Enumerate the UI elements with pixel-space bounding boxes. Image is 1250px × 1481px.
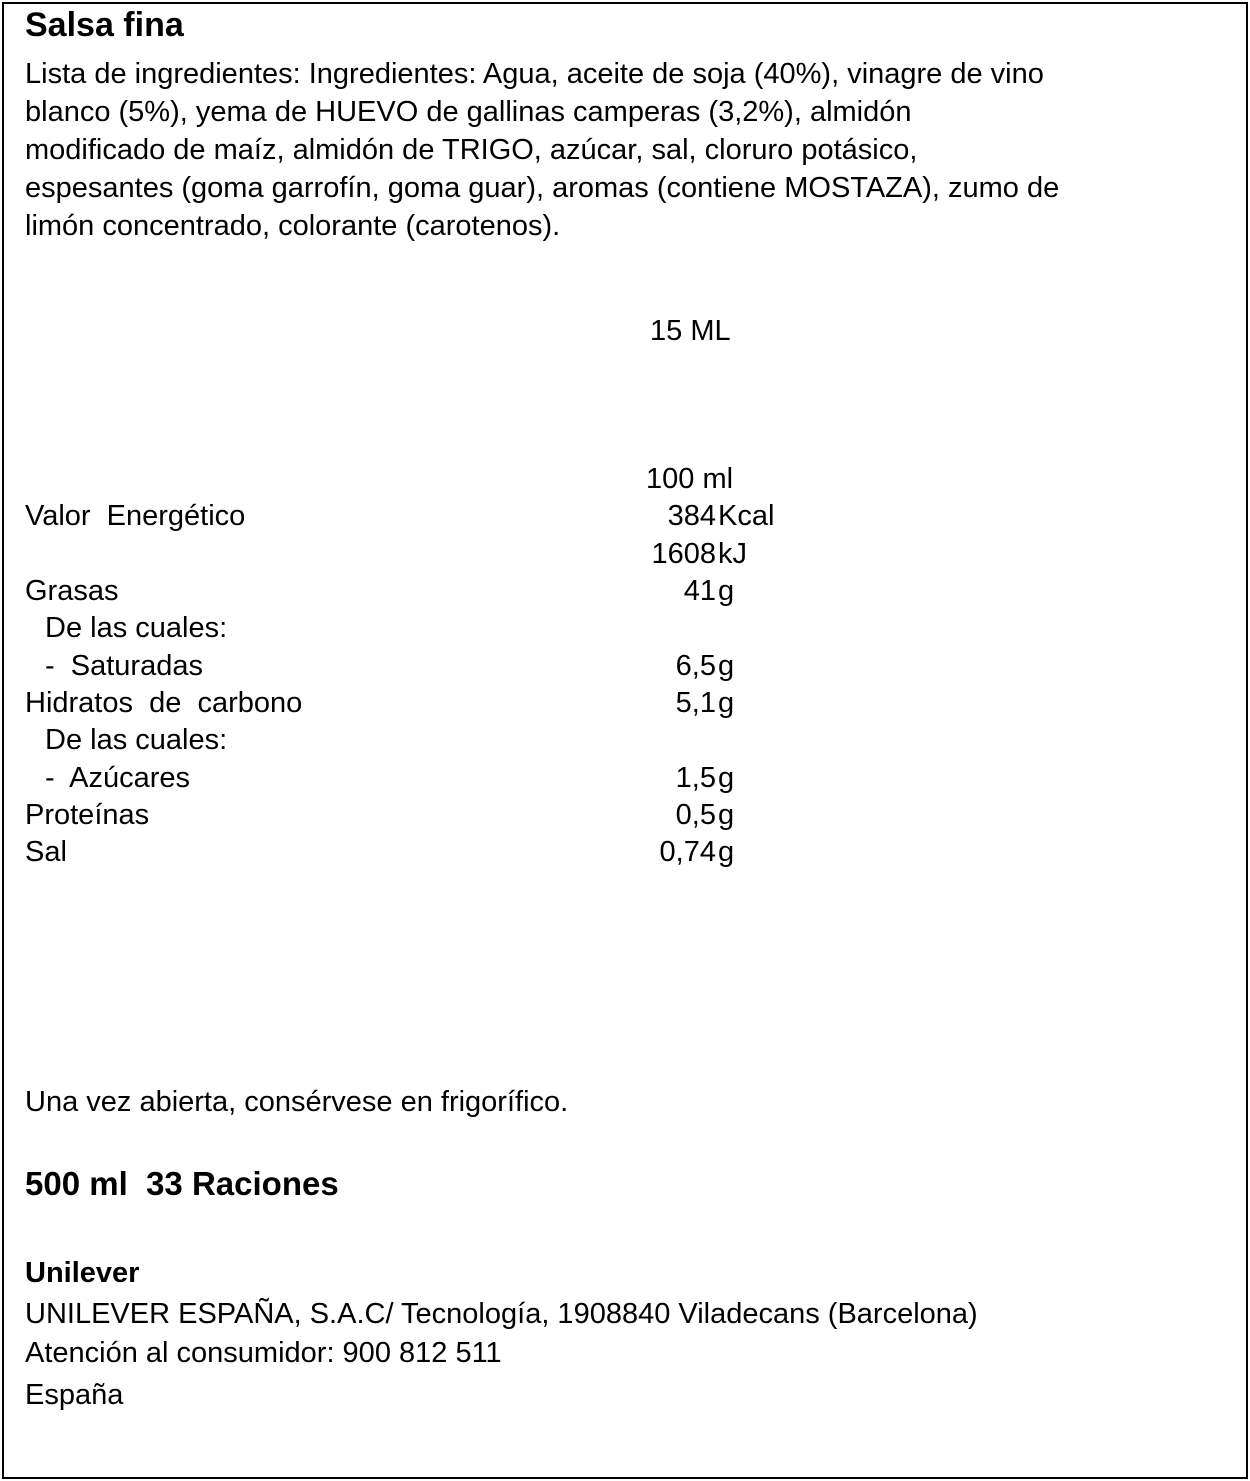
product-title: Salsa fina bbox=[25, 6, 184, 44]
nutrient-value: 5,1 bbox=[675, 687, 716, 719]
ingredients-line: limón concentrado, colorante (carotenos). bbox=[25, 210, 561, 242]
nutrition-row bbox=[0, 572, 1250, 610]
nutrition-row bbox=[0, 609, 1250, 647]
nutrient-value: 0,74 bbox=[659, 836, 716, 868]
nutrition-row bbox=[0, 647, 1250, 685]
nutrient-value: 384 bbox=[667, 500, 716, 532]
nutrient-value: 1,5 bbox=[675, 762, 716, 794]
nutrition-row bbox=[0, 535, 1250, 573]
nutrient-unit: g bbox=[718, 799, 735, 831]
package-size: 500 ml 33 Raciones bbox=[25, 1165, 339, 1202]
serving-size: 15 ML bbox=[650, 315, 731, 347]
nutrition-row bbox=[0, 684, 1250, 722]
nutrient-unit: g bbox=[718, 687, 735, 719]
nutrient-label: Hidratos de carbono bbox=[25, 687, 303, 719]
nutrient-unit: Kcal bbox=[718, 500, 775, 532]
nutrition-row bbox=[0, 497, 1250, 535]
ingredients-line: Lista de ingredientes: Ingredientes: Agua, aceite de soja (40%), vinagre de vino bbox=[25, 58, 1044, 90]
ingredients-line: blanco (5%), yema de HUEVO de gallinas camperas (3,2%), almidón bbox=[25, 96, 912, 128]
nutrient-unit: kJ bbox=[718, 538, 747, 570]
manufacturer-address: UNILEVER ESPAÑA, S.A.C/ Tecnología, 1908840 Viladecans (Barcelona) bbox=[25, 1298, 978, 1330]
nutrient-value: 41 bbox=[683, 575, 716, 607]
nutrient-label: Grasas bbox=[25, 575, 119, 607]
country-of-origin: España bbox=[25, 1379, 124, 1411]
nutrition-row bbox=[0, 796, 1250, 834]
nutrient-unit: g bbox=[718, 575, 735, 607]
nutrient-value: 6,5 bbox=[675, 650, 716, 682]
nutrient-label: De las cuales: bbox=[45, 612, 228, 644]
brand-name: Unilever bbox=[25, 1257, 140, 1289]
nutrient-label: Valor Energético bbox=[25, 500, 246, 532]
nutrient-label: - Saturadas bbox=[45, 650, 203, 682]
consumer-contact: Atención al consumidor: 900 812 511 bbox=[25, 1337, 502, 1369]
ingredients-list bbox=[25, 55, 1225, 245]
nutrition-row bbox=[0, 721, 1250, 759]
nutrition-row bbox=[0, 759, 1250, 797]
nutrient-label: Sal bbox=[25, 836, 67, 868]
ingredients-line: modificado de maíz, almidón de TRIGO, azúcar, sal, cloruro potásico, bbox=[25, 134, 918, 166]
nutrient-value: 0,5 bbox=[675, 799, 716, 831]
nutrient-unit: g bbox=[718, 650, 735, 682]
nutrient-unit: g bbox=[718, 762, 735, 794]
nutrient-unit: g bbox=[718, 836, 735, 868]
nutrient-label: Proteínas bbox=[25, 799, 150, 831]
nutrient-label: De las cuales: bbox=[45, 724, 228, 756]
storage-instructions: Una vez abierta, consérvese en frigorífico. bbox=[25, 1086, 569, 1118]
ingredients-line: espesantes (goma garrofín, goma guar), aromas (contiene MOSTAZA), zumo de bbox=[25, 172, 1060, 204]
nutrition-per-header: 100 ml bbox=[646, 463, 734, 495]
nutrition-row bbox=[0, 833, 1250, 871]
nutrient-label: - Azúcares bbox=[45, 762, 191, 794]
nutrient-value: 1608 bbox=[651, 538, 716, 570]
